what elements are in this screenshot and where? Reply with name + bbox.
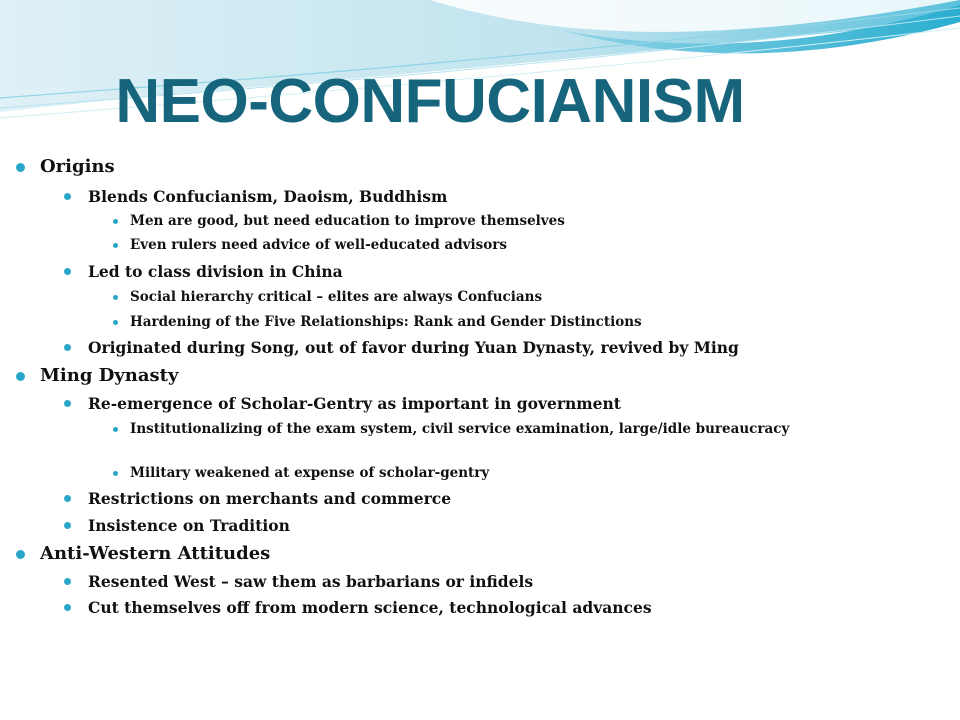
bullet-dot <box>113 320 118 325</box>
bullet-cut-off-science: Cut themselves off from modern science, technological advances <box>16 598 652 617</box>
bullet-men-good: Men are good, but need education to improve themselves <box>16 213 565 229</box>
bullet-dot <box>64 193 71 200</box>
bullet-resented-west: Resented West – saw them as barbarians or infidels <box>16 572 533 591</box>
bullet-exam-system: Institutionalizing of the exam system, civil service examination, large/idle bureaucracy <box>16 421 810 437</box>
bullet-dot <box>113 243 118 248</box>
bullet-dot <box>64 400 71 407</box>
bullet-origins: Origins <box>16 156 115 177</box>
bullet-blends: Blends Confucianism, Daoism, Buddhism <box>16 187 447 206</box>
bullet-scholar-gentry: Re-emergence of Scholar-Gentry as important in government <box>16 394 621 413</box>
bullet-dot <box>64 495 71 502</box>
bullet-class-division: Led to class division in China <box>16 262 343 281</box>
bullet-merchant-restrictions: Restrictions on merchants and commerce <box>16 489 451 508</box>
bullet-five-relationships: Hardening of the Five Relationships: Rank and Gender Distinctions <box>16 314 642 330</box>
bullet-dot <box>16 372 25 381</box>
bullet-dot <box>64 578 71 585</box>
bullet-insistence-tradition: Insistence on Tradition <box>16 516 290 535</box>
bullet-ming-dynasty: Ming Dynasty <box>16 365 178 386</box>
bullet-social-hierarchy: Social hierarchy critical – elites are always Confucians <box>16 289 542 305</box>
bullet-dot <box>64 344 71 351</box>
bullet-dot <box>64 522 71 529</box>
bullet-dot <box>113 295 118 300</box>
bullet-dot <box>113 219 118 224</box>
bullet-anti-western: Anti-Western Attitudes <box>16 543 270 564</box>
slide-title: NEO-CONFUCIANISM <box>115 67 745 136</box>
bullet-military-weakened: Military weakened at expense of scholar-gentry <box>16 465 489 481</box>
bullet-dot <box>16 550 25 559</box>
bullet-dot <box>16 163 25 172</box>
bullet-originated-song: Originated during Song, out of favor during Yuan Dynasty, revived by Ming <box>16 338 739 357</box>
bullet-dot <box>64 604 71 611</box>
bullet-rulers-advice: Even rulers need advice of well-educated advisors <box>16 237 507 253</box>
bullet-dot <box>64 268 71 275</box>
bullet-dot <box>113 471 118 476</box>
bullet-dot <box>113 427 118 432</box>
